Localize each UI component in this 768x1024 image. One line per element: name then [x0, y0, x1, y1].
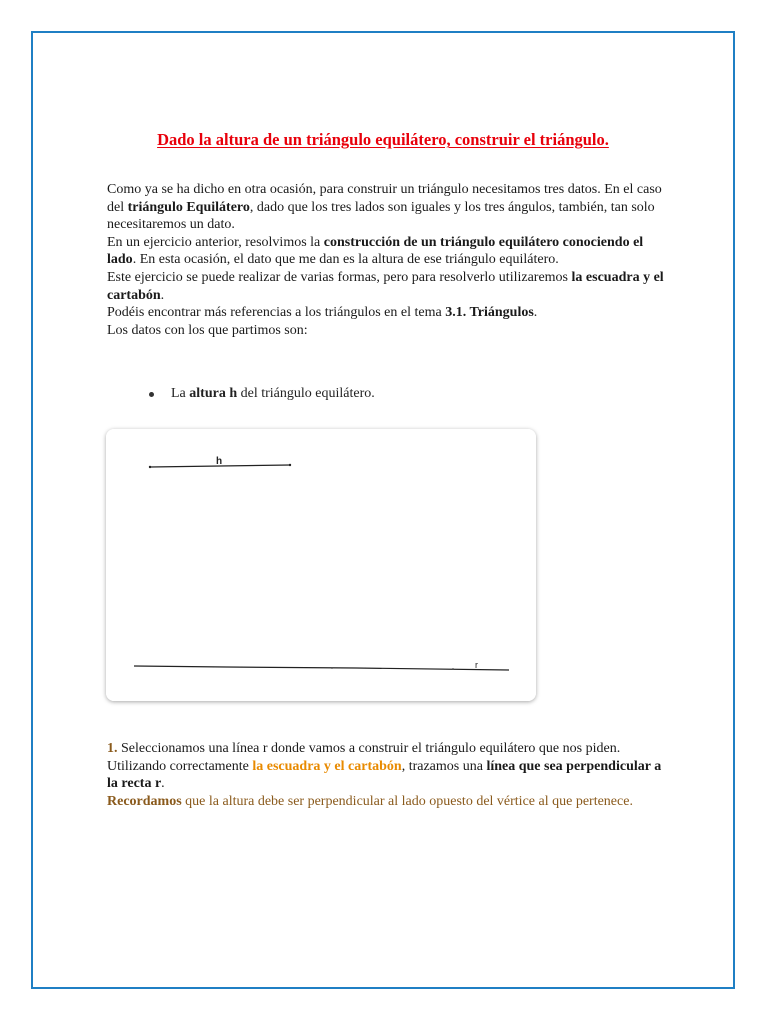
page-frame — [31, 31, 735, 989]
text-span: Este ejercicio se puede realizar de varias formas, pero para resolverlo utilizaremos — [107, 269, 572, 285]
sketch-drawing — [106, 429, 536, 701]
text-span: Podéis encontrar más referencias a los triángulos en el tema — [107, 305, 446, 321]
intro-paragraph-4 — [107, 304, 667, 322]
text-span: , dado que los tres lados son iguales y los tres ángulos, también, tan solo necesitaremos un dato. — [107, 199, 655, 233]
segment-endpoint — [149, 466, 151, 468]
bold-text: altura h — [189, 386, 238, 401]
intro-text — [107, 181, 667, 339]
text-span: . En esta ocasión, el dato que me dan es la altura de ese triángulo equilátero. — [132, 252, 559, 268]
intro-paragraph-3 — [107, 269, 667, 304]
step-1-text — [107, 740, 667, 810]
highlight-text: la escuadra y el cartabón — [252, 758, 402, 774]
bold-text: la escuadra y el cartabón — [107, 269, 664, 303]
bold-text: línea que sea perpendicular a la recta r — [107, 758, 662, 792]
reminder-label: Recordamos — [107, 793, 182, 809]
intro-paragraph-2 — [107, 234, 667, 269]
text-span: En un ejercicio anterior, resolvimos la — [107, 234, 324, 250]
reminder-paragraph — [107, 793, 667, 811]
height-label: h — [216, 456, 223, 467]
step-1-paragraph — [107, 740, 667, 793]
text-span: del triángulo equilátero. — [237, 386, 375, 401]
text-span: , trazamos una — [401, 758, 487, 774]
list-item — [171, 385, 731, 403]
text-span: . — [160, 287, 165, 303]
sketch-background — [106, 429, 536, 701]
line-mark — [331, 667, 333, 669]
text-span: Como ya se ha dicho en otra ocasión, para construir un triángulo necesitamos tres datos. En el caso del — [107, 182, 662, 215]
text-span: La — [171, 386, 190, 401]
page-title: Dado la altura de un triángulo equilátero, construir el triángulo. — [157, 130, 609, 149]
data-list — [107, 385, 731, 403]
text-span: . — [533, 305, 538, 321]
segment-endpoint — [289, 464, 291, 466]
intro-paragraph-1 — [107, 181, 667, 234]
step-number: 1. — [107, 741, 118, 756]
line-mark — [452, 668, 454, 670]
text-span: Seleccionamos una línea r donde vamos a construir el triángulo equilátero que nos piden. Utilizando correctamente — [107, 741, 621, 774]
bold-text: triángulo Equilátero — [127, 199, 250, 215]
text-span: . — [161, 776, 165, 792]
intro-paragraph-5: Los datos con los que partimos son: — [107, 322, 308, 338]
bold-text: 3.1. Triángulos — [445, 305, 534, 321]
line-r-label: r — [475, 660, 478, 670]
text-span: que la altura debe ser perpendicular al lado opuesto del vértice al que pertenece. — [181, 793, 633, 809]
figure-image — [106, 429, 536, 701]
bold-text: construcción de un triángulo equilátero conociendo el lado — [107, 234, 644, 268]
